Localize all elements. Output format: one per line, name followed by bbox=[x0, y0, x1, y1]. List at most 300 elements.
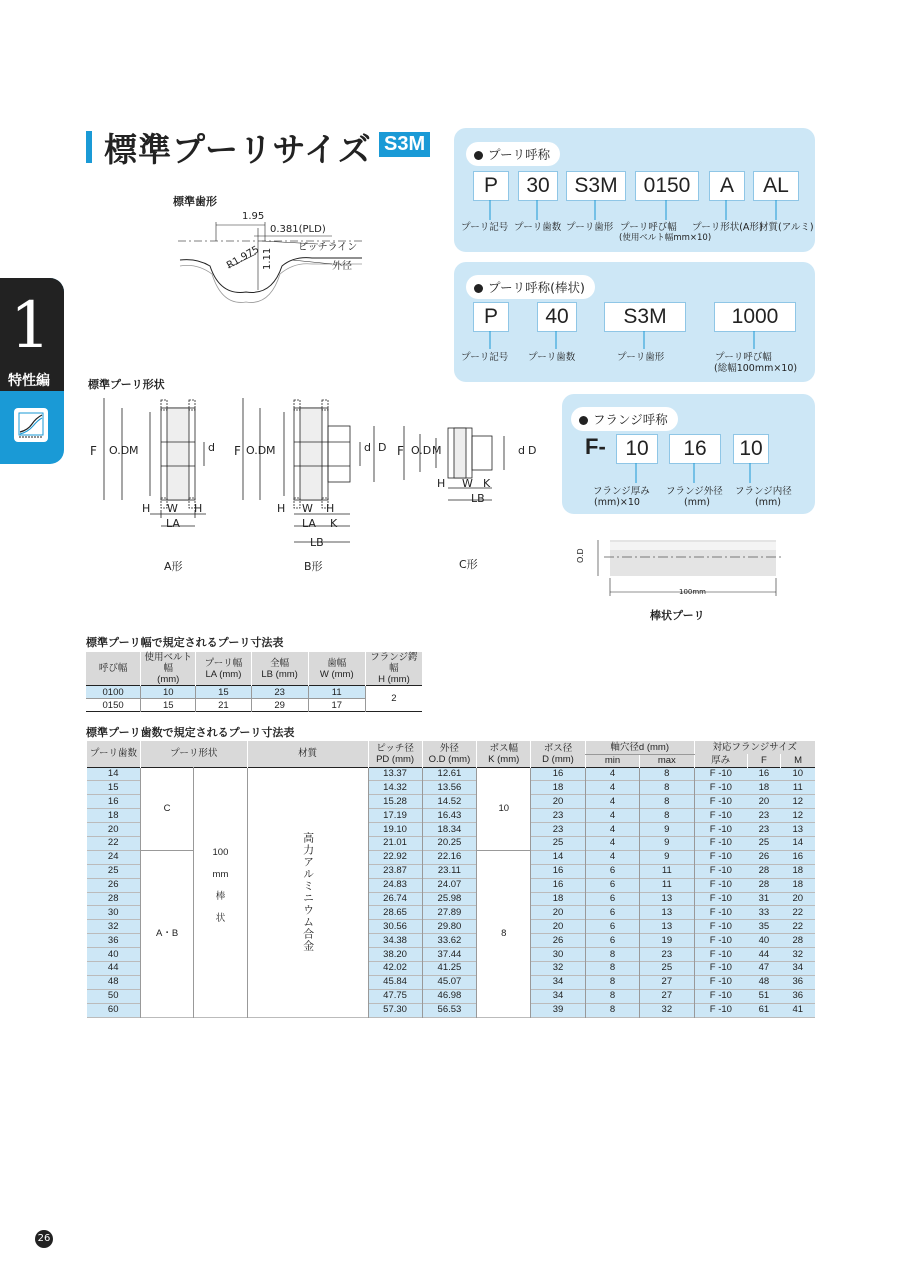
a-dim-W: W bbox=[167, 502, 178, 515]
t2-cell: 24.83 bbox=[368, 878, 422, 892]
b-shape-label: B形 bbox=[304, 560, 323, 573]
t2-cell: 60 bbox=[87, 1003, 141, 1017]
t2-header-od-label: 外径 bbox=[439, 742, 459, 754]
t2-cell: 47 bbox=[747, 961, 780, 975]
flange-code-leaders bbox=[562, 463, 815, 485]
code-shape: A bbox=[709, 171, 745, 201]
t2-cell: 28 bbox=[747, 878, 780, 892]
t2-cell: 8 bbox=[585, 948, 639, 962]
t2-cell: 4 bbox=[585, 781, 639, 795]
flange-caption-thickness: フランジ厚み bbox=[593, 486, 650, 497]
t2-cell: 22.92 bbox=[368, 850, 422, 864]
t1-cell-h: 2 bbox=[365, 686, 422, 712]
t2-cell: 13 bbox=[640, 892, 694, 906]
t2-cell: 40 bbox=[87, 948, 141, 962]
t2-cell: 19.10 bbox=[368, 823, 422, 837]
a-dim-d: d bbox=[208, 441, 215, 454]
chart-icon bbox=[14, 408, 48, 442]
t2-header-pd-unit: PD (mm) bbox=[376, 753, 415, 765]
a-dim-H2: H bbox=[194, 502, 203, 515]
bar-code-profile: S3M bbox=[604, 302, 686, 332]
t1-header-la bbox=[196, 652, 251, 686]
a-dim-M: M bbox=[129, 444, 139, 457]
t2-cell: 32 bbox=[531, 961, 586, 975]
t2-cell: 18.34 bbox=[422, 823, 477, 837]
t1-cell: 0150 bbox=[102, 699, 124, 711]
t2-cell: 18 bbox=[781, 878, 815, 892]
t2-cell: 10 bbox=[781, 767, 815, 781]
t2-cell: 24.07 bbox=[422, 878, 477, 892]
t1-header-lb-unit: LB (mm) bbox=[261, 668, 298, 680]
t2-cell: 23 bbox=[531, 809, 586, 823]
pulley-caption-symbol: プーリ記号 bbox=[461, 222, 509, 233]
c-dim-F: F bbox=[397, 444, 404, 458]
t1-header-lb bbox=[251, 652, 308, 686]
t2-cell: 11 bbox=[781, 781, 815, 795]
t2-cell: 4 bbox=[585, 809, 639, 823]
t2-cell: F -10 bbox=[694, 906, 747, 920]
t2-cell: 9 bbox=[640, 823, 694, 837]
t2-cell: 12 bbox=[781, 795, 815, 809]
t2-header-d bbox=[531, 741, 586, 767]
t2-cell: 44 bbox=[87, 961, 141, 975]
flange-code-heading-text: フランジ呼称 bbox=[593, 412, 668, 427]
t2-cell: 48 bbox=[87, 975, 141, 989]
t2-cell: 30 bbox=[87, 906, 141, 920]
t2-cell: F -10 bbox=[694, 836, 747, 850]
t2-cell: 46.98 bbox=[422, 989, 477, 1003]
t2-cell: 14.52 bbox=[422, 795, 477, 809]
c-dim-M: M bbox=[432, 444, 442, 457]
t2-cell: 33.62 bbox=[422, 934, 477, 948]
tooth-heading: 標準歯形 bbox=[173, 195, 217, 208]
t2-cell: 26 bbox=[87, 878, 141, 892]
t2-cell: 34 bbox=[781, 961, 815, 975]
t2-cell: 25.98 bbox=[422, 892, 477, 906]
bar-caption-teeth: プーリ歯数 bbox=[528, 352, 576, 363]
code-profile: S3M bbox=[566, 171, 626, 201]
a-dim-LA: LA bbox=[166, 517, 180, 530]
b-dim-H2: H bbox=[326, 502, 335, 515]
code-material: AL bbox=[753, 171, 799, 201]
t2-cell: 18 bbox=[747, 781, 780, 795]
t2-cell: 34 bbox=[531, 989, 586, 1003]
t2-cell: 12 bbox=[781, 809, 815, 823]
t2-cell: 10 bbox=[477, 767, 531, 850]
t2-cell: 6 bbox=[585, 920, 639, 934]
t2-cell: 28 bbox=[87, 892, 141, 906]
pulley-code-leaders bbox=[454, 200, 815, 222]
t2-cell: 23 bbox=[531, 823, 586, 837]
t2-cell: 8 bbox=[585, 1003, 639, 1017]
t2-cell: 8 bbox=[640, 809, 694, 823]
t2-cell: 6 bbox=[585, 906, 639, 920]
t2-bar-text: 棒 bbox=[215, 890, 226, 902]
t2-cell: 36 bbox=[87, 934, 141, 948]
t1-header-la-unit: LA (mm) bbox=[205, 668, 242, 680]
t2-cell: 23 bbox=[640, 948, 694, 962]
t2-header-min: min bbox=[585, 754, 639, 767]
t2-cell: 8 bbox=[585, 989, 639, 1003]
t2-header-teeth: プーリ歯数 bbox=[87, 741, 141, 767]
t2-cell: 33 bbox=[747, 906, 780, 920]
t2-cell: 36 bbox=[781, 975, 815, 989]
b-dim-K: K bbox=[330, 517, 338, 530]
t2-cell: 38.20 bbox=[368, 948, 422, 962]
t2-bar-text: 状 bbox=[215, 912, 226, 924]
bar-pulley-length: 100mm bbox=[679, 588, 706, 596]
tooth-outer: 外径 bbox=[332, 261, 352, 272]
t1-cell: 17 bbox=[308, 699, 365, 712]
t2-cell: 45.84 bbox=[368, 975, 422, 989]
t2-cell: 11 bbox=[640, 878, 694, 892]
t2-cell: 16 bbox=[531, 767, 586, 781]
t2-cell: 28.65 bbox=[368, 906, 422, 920]
t2-cell: F -10 bbox=[694, 1003, 747, 1017]
t2-cell: 41 bbox=[781, 1003, 815, 1017]
b-dim-M: M bbox=[266, 444, 276, 457]
t2-cell: 8 bbox=[640, 781, 694, 795]
t2-cell: 18 bbox=[781, 864, 815, 878]
t2-cell: 15.28 bbox=[368, 795, 422, 809]
t2-cell: 4 bbox=[585, 836, 639, 850]
t1-cell: 23 bbox=[251, 686, 308, 699]
c-dim-d: d bbox=[518, 444, 525, 457]
t1-header-belt-label: 使用ベルト幅 bbox=[144, 652, 192, 674]
t2-cell: 32 bbox=[87, 920, 141, 934]
t2-cell: 44 bbox=[747, 948, 780, 962]
t2-cell: 32 bbox=[640, 1003, 694, 1017]
t2-cell: 11 bbox=[640, 864, 694, 878]
flange-prefix: F- bbox=[585, 434, 606, 459]
bar-caption-width-note: (総幅100mm×10) bbox=[714, 363, 798, 374]
shapes-heading: 標準プーリ形状 bbox=[88, 378, 165, 391]
t2-header-thick: 厚み bbox=[694, 754, 747, 767]
t1-header-la-label: プーリ幅 bbox=[204, 657, 243, 669]
t2-cell: 31 bbox=[747, 892, 780, 906]
t1-cell: 15 bbox=[141, 699, 196, 712]
tooth-dim-width: 1.95 bbox=[242, 211, 265, 222]
t2-cell: 14 bbox=[531, 850, 586, 864]
t2-cell: 22 bbox=[781, 920, 815, 934]
table1-heading: 標準プーリ幅で規定されるプーリ寸法表 bbox=[86, 636, 284, 649]
t2-cell: 20 bbox=[747, 795, 780, 809]
t2-cell: C bbox=[140, 767, 193, 850]
bar-code-symbol: P bbox=[473, 302, 509, 332]
t2-cell: 27 bbox=[640, 989, 694, 1003]
chapter-label: 特性編 bbox=[8, 373, 50, 389]
t2-cell: F -10 bbox=[694, 767, 747, 781]
t2-header-material: 材質 bbox=[247, 741, 368, 767]
t2-header-k-unit: K (mm) bbox=[488, 753, 520, 765]
flange-caption-inner: フランジ内径 bbox=[735, 486, 792, 497]
pulley-caption-width-note: (使用ベルト幅mm×10) bbox=[619, 233, 712, 243]
t2-cell: 12.61 bbox=[422, 767, 477, 781]
t2-cell: 6 bbox=[585, 892, 639, 906]
t2-cell: F -10 bbox=[694, 809, 747, 823]
t2-cell: F -10 bbox=[694, 975, 747, 989]
t2-cell: 25 bbox=[747, 836, 780, 850]
bar-caption-profile: プーリ歯形 bbox=[617, 352, 665, 363]
table-row bbox=[86, 686, 422, 699]
code-width: 0150 bbox=[635, 171, 699, 201]
t1-header-w-label: 歯幅 bbox=[327, 657, 347, 669]
t1-header-lb-label: 全幅 bbox=[270, 657, 290, 669]
t2-cell: 8 bbox=[640, 795, 694, 809]
table-row bbox=[87, 767, 816, 781]
t2-cell: 15 bbox=[87, 781, 141, 795]
t2-cell: A・B bbox=[140, 850, 193, 1017]
t2-cell: 6 bbox=[585, 864, 639, 878]
t2-cell: 8 bbox=[585, 961, 639, 975]
t2-cell: F -10 bbox=[694, 948, 747, 962]
t2-cell: 36 bbox=[781, 989, 815, 1003]
t2-cell: 16 bbox=[747, 767, 780, 781]
t2-cell: F -10 bbox=[694, 823, 747, 837]
t2-cell: 19 bbox=[640, 934, 694, 948]
t1-cell: 15 bbox=[196, 686, 251, 699]
pulley-caption-profile: プーリ歯形 bbox=[566, 222, 614, 233]
t2-cell: 40 bbox=[747, 934, 780, 948]
a-dim-OD: O.D bbox=[109, 444, 130, 457]
t2-cell: F -10 bbox=[694, 850, 747, 864]
t2-bar-text: mm bbox=[212, 868, 229, 880]
table2 bbox=[86, 741, 815, 1018]
c-dim-K: K bbox=[483, 477, 491, 490]
code-teeth: 30 bbox=[518, 171, 558, 201]
t2-cell: F -10 bbox=[694, 989, 747, 1003]
pulley-caption-material: 材質(アルミ) bbox=[759, 222, 814, 233]
t2-cell: 20 bbox=[531, 920, 586, 934]
bar-pulley-od: O.D bbox=[576, 548, 585, 563]
t2-cell: 23.87 bbox=[368, 864, 422, 878]
t2-cell: 8 bbox=[640, 767, 694, 781]
title-accent-bar bbox=[86, 131, 92, 163]
t2-cell: 25 bbox=[531, 836, 586, 850]
bar-code-heading-text: プーリ呼称(棒状) bbox=[488, 280, 585, 295]
t2-cell: F -10 bbox=[694, 795, 747, 809]
t2-cell: 4 bbox=[585, 850, 639, 864]
table1-header-row bbox=[86, 652, 422, 686]
t2-cell: 17.19 bbox=[368, 809, 422, 823]
t1-header-belt-unit: (mm) bbox=[157, 674, 180, 685]
flange-code-heading bbox=[571, 407, 678, 431]
bar-caption-width: プーリ呼び幅 bbox=[715, 352, 772, 363]
t1-header-h-unit: H (mm) bbox=[378, 674, 410, 685]
t2-cell: 45.07 bbox=[422, 975, 477, 989]
c-dim-W: W bbox=[462, 477, 473, 490]
b-dim-F: F bbox=[234, 444, 241, 458]
t2-cell: 13.56 bbox=[422, 781, 477, 795]
t1-cell: 21 bbox=[196, 699, 251, 712]
a-dim-F: F bbox=[90, 444, 97, 458]
flange-code-inner: 10 bbox=[733, 434, 769, 464]
t2-cell: 30 bbox=[531, 948, 586, 962]
bullet-icon bbox=[579, 416, 588, 425]
t2-cell: 29.80 bbox=[422, 920, 477, 934]
c-dim-OD: O.D bbox=[411, 444, 432, 457]
t2-cell: F -10 bbox=[694, 920, 747, 934]
t1-header-w-unit: W (mm) bbox=[319, 668, 354, 680]
t2-cell: 34 bbox=[531, 975, 586, 989]
t2-cell: 18 bbox=[531, 892, 586, 906]
t2-cell: 51 bbox=[747, 989, 780, 1003]
t2-cell: 24 bbox=[87, 850, 141, 864]
t2-cell: F -10 bbox=[694, 892, 747, 906]
t1-header-width: 呼び幅 bbox=[86, 652, 141, 686]
t2-cell: 13 bbox=[640, 920, 694, 934]
flange-caption-thickness-unit: (mm)×10 bbox=[594, 497, 640, 508]
t2-cell: 22.16 bbox=[422, 850, 477, 864]
t2-cell: 50 bbox=[87, 989, 141, 1003]
t2-header-f: F bbox=[747, 754, 780, 767]
t2-cell: 14 bbox=[781, 836, 815, 850]
t2-cell: F -10 bbox=[694, 961, 747, 975]
flange-code-outer: 16 bbox=[669, 434, 721, 464]
bar-code-leaders bbox=[454, 331, 815, 351]
t2-header-shape: プーリ形状 bbox=[140, 741, 247, 767]
t2-cell: 4 bbox=[585, 823, 639, 837]
t2-cell: 30.56 bbox=[368, 920, 422, 934]
pulley-code-heading-text: プーリ呼称 bbox=[488, 147, 551, 162]
t2-header-k bbox=[477, 741, 531, 767]
t1-header-h bbox=[365, 652, 422, 686]
t2-cell: 22 bbox=[781, 906, 815, 920]
b-dim-W: W bbox=[302, 502, 313, 515]
b-dim-OD: O.D bbox=[246, 444, 267, 457]
a-dim-H1: H bbox=[142, 502, 151, 515]
t2-cell: F -10 bbox=[694, 934, 747, 948]
tooth-dim-radius: R1.975 bbox=[225, 244, 262, 272]
t2-cell: F -10 bbox=[694, 878, 747, 892]
t2-cell: 16 bbox=[781, 850, 815, 864]
t2-header-od bbox=[422, 741, 477, 767]
pulley-shapes-diagram bbox=[86, 390, 506, 560]
a-shape-label: A形 bbox=[164, 560, 183, 573]
page-title: 標準プーリサイズ bbox=[104, 130, 372, 169]
tooth-pitch-line: ピッチライン bbox=[298, 242, 358, 253]
t2-cell: 20 bbox=[87, 823, 141, 837]
page-number: 26 bbox=[35, 1230, 53, 1248]
t2-cell: 32 bbox=[781, 948, 815, 962]
bullet-icon bbox=[474, 284, 483, 293]
t2-header-bore: 軸穴径d (mm) bbox=[585, 741, 694, 754]
t2-cell-bar bbox=[194, 767, 247, 1017]
t2-cell: 20 bbox=[531, 906, 586, 920]
tooth-dim-depth: 1.11 bbox=[262, 247, 273, 270]
t2-cell: 57.30 bbox=[368, 1003, 422, 1017]
t2-cell: 56.53 bbox=[422, 1003, 477, 1017]
c-dim-LB: LB bbox=[471, 492, 485, 505]
t2-header-m: M bbox=[781, 754, 815, 767]
t2-cell: 8 bbox=[585, 975, 639, 989]
t2-header-flange: 対応フランジサイズ bbox=[694, 741, 815, 754]
t2-cell: 6 bbox=[585, 934, 639, 948]
t2-cell: 28 bbox=[781, 934, 815, 948]
t2-cell: 22 bbox=[87, 836, 141, 850]
t2-cell: 47.75 bbox=[368, 989, 422, 1003]
t2-cell: 14 bbox=[87, 767, 141, 781]
flange-caption-outer: フランジ外径 bbox=[666, 486, 723, 497]
t2-cell: F -10 bbox=[694, 864, 747, 878]
t2-cell: 18 bbox=[87, 809, 141, 823]
t2-cell: 39 bbox=[531, 1003, 586, 1017]
t2-header-d-unit: D (mm) bbox=[542, 753, 574, 765]
b-dim-D: D bbox=[378, 441, 387, 454]
t2-cell: 8 bbox=[477, 850, 531, 1017]
c-dim-H: H bbox=[437, 477, 446, 490]
table2-header-row1 bbox=[87, 741, 816, 754]
t1-cell: 29 bbox=[251, 699, 308, 712]
t2-cell: 4 bbox=[585, 795, 639, 809]
t1-header-belt bbox=[141, 652, 196, 686]
t2-cell: 4 bbox=[585, 767, 639, 781]
b-dim-LA: LA bbox=[302, 517, 316, 530]
t1-cell: 11 bbox=[308, 686, 365, 699]
t2-cell: 48 bbox=[747, 975, 780, 989]
t2-cell: 26 bbox=[747, 850, 780, 864]
t2-header-pd bbox=[368, 741, 422, 767]
t1-header-h-label: フランジ鍔幅 bbox=[370, 652, 418, 674]
table1 bbox=[86, 652, 422, 712]
title-badge: S3M bbox=[379, 132, 430, 157]
flange-code-thickness: 10 bbox=[616, 434, 658, 464]
t2-cell: 26 bbox=[531, 934, 586, 948]
t2-cell: 23 bbox=[747, 823, 780, 837]
b-dim-LB: LB bbox=[310, 536, 324, 549]
t2-cell: 16 bbox=[531, 864, 586, 878]
t2-header-od-unit: O.D (mm) bbox=[428, 753, 471, 765]
flange-caption-outer-unit: (mm) bbox=[684, 497, 710, 508]
t2-cell: 13 bbox=[781, 823, 815, 837]
t2-cell: 20 bbox=[781, 892, 815, 906]
t2-cell: 27 bbox=[640, 975, 694, 989]
t2-cell: 23.11 bbox=[422, 864, 477, 878]
code-symbol: P bbox=[473, 171, 509, 201]
t2-cell: 9 bbox=[640, 850, 694, 864]
t2-cell: 16 bbox=[87, 795, 141, 809]
t2-cell: 27.89 bbox=[422, 906, 477, 920]
flange-caption-inner-unit: (mm) bbox=[755, 497, 781, 508]
t2-header-k-label: ボス幅 bbox=[489, 742, 518, 754]
t2-cell: 16.43 bbox=[422, 809, 477, 823]
table2-body bbox=[87, 767, 816, 1017]
t2-cell: 18 bbox=[531, 781, 586, 795]
t2-cell: 21.01 bbox=[368, 836, 422, 850]
t2-cell: 35 bbox=[747, 920, 780, 934]
bar-pulley-label: 棒状プーリ bbox=[650, 609, 705, 622]
bar-code-width: 1000 bbox=[714, 302, 796, 332]
t2-cell: 13.37 bbox=[368, 767, 422, 781]
t1-header-w bbox=[308, 652, 365, 686]
pulley-code-heading bbox=[466, 142, 560, 166]
t2-cell: 61 bbox=[747, 1003, 780, 1017]
t2-cell: 25 bbox=[640, 961, 694, 975]
tooth-dim-pld: 0.381(PLD) bbox=[270, 224, 326, 235]
t2-cell: 23 bbox=[747, 809, 780, 823]
pulley-caption-teeth: プーリ歯数 bbox=[514, 222, 562, 233]
t2-cell: 26.74 bbox=[368, 892, 422, 906]
t2-cell: 42.02 bbox=[368, 961, 422, 975]
pulley-caption-shape: プーリ形状(A形) bbox=[692, 222, 763, 233]
c-dim-D: D bbox=[528, 444, 537, 457]
t2-cell: 14.32 bbox=[368, 781, 422, 795]
t2-cell: 20 bbox=[531, 795, 586, 809]
c-shape-label: C形 bbox=[459, 558, 478, 571]
b-dim-H1: H bbox=[277, 502, 286, 515]
t2-bar-text: 100 bbox=[212, 846, 229, 858]
t2-cell: 16 bbox=[531, 878, 586, 892]
